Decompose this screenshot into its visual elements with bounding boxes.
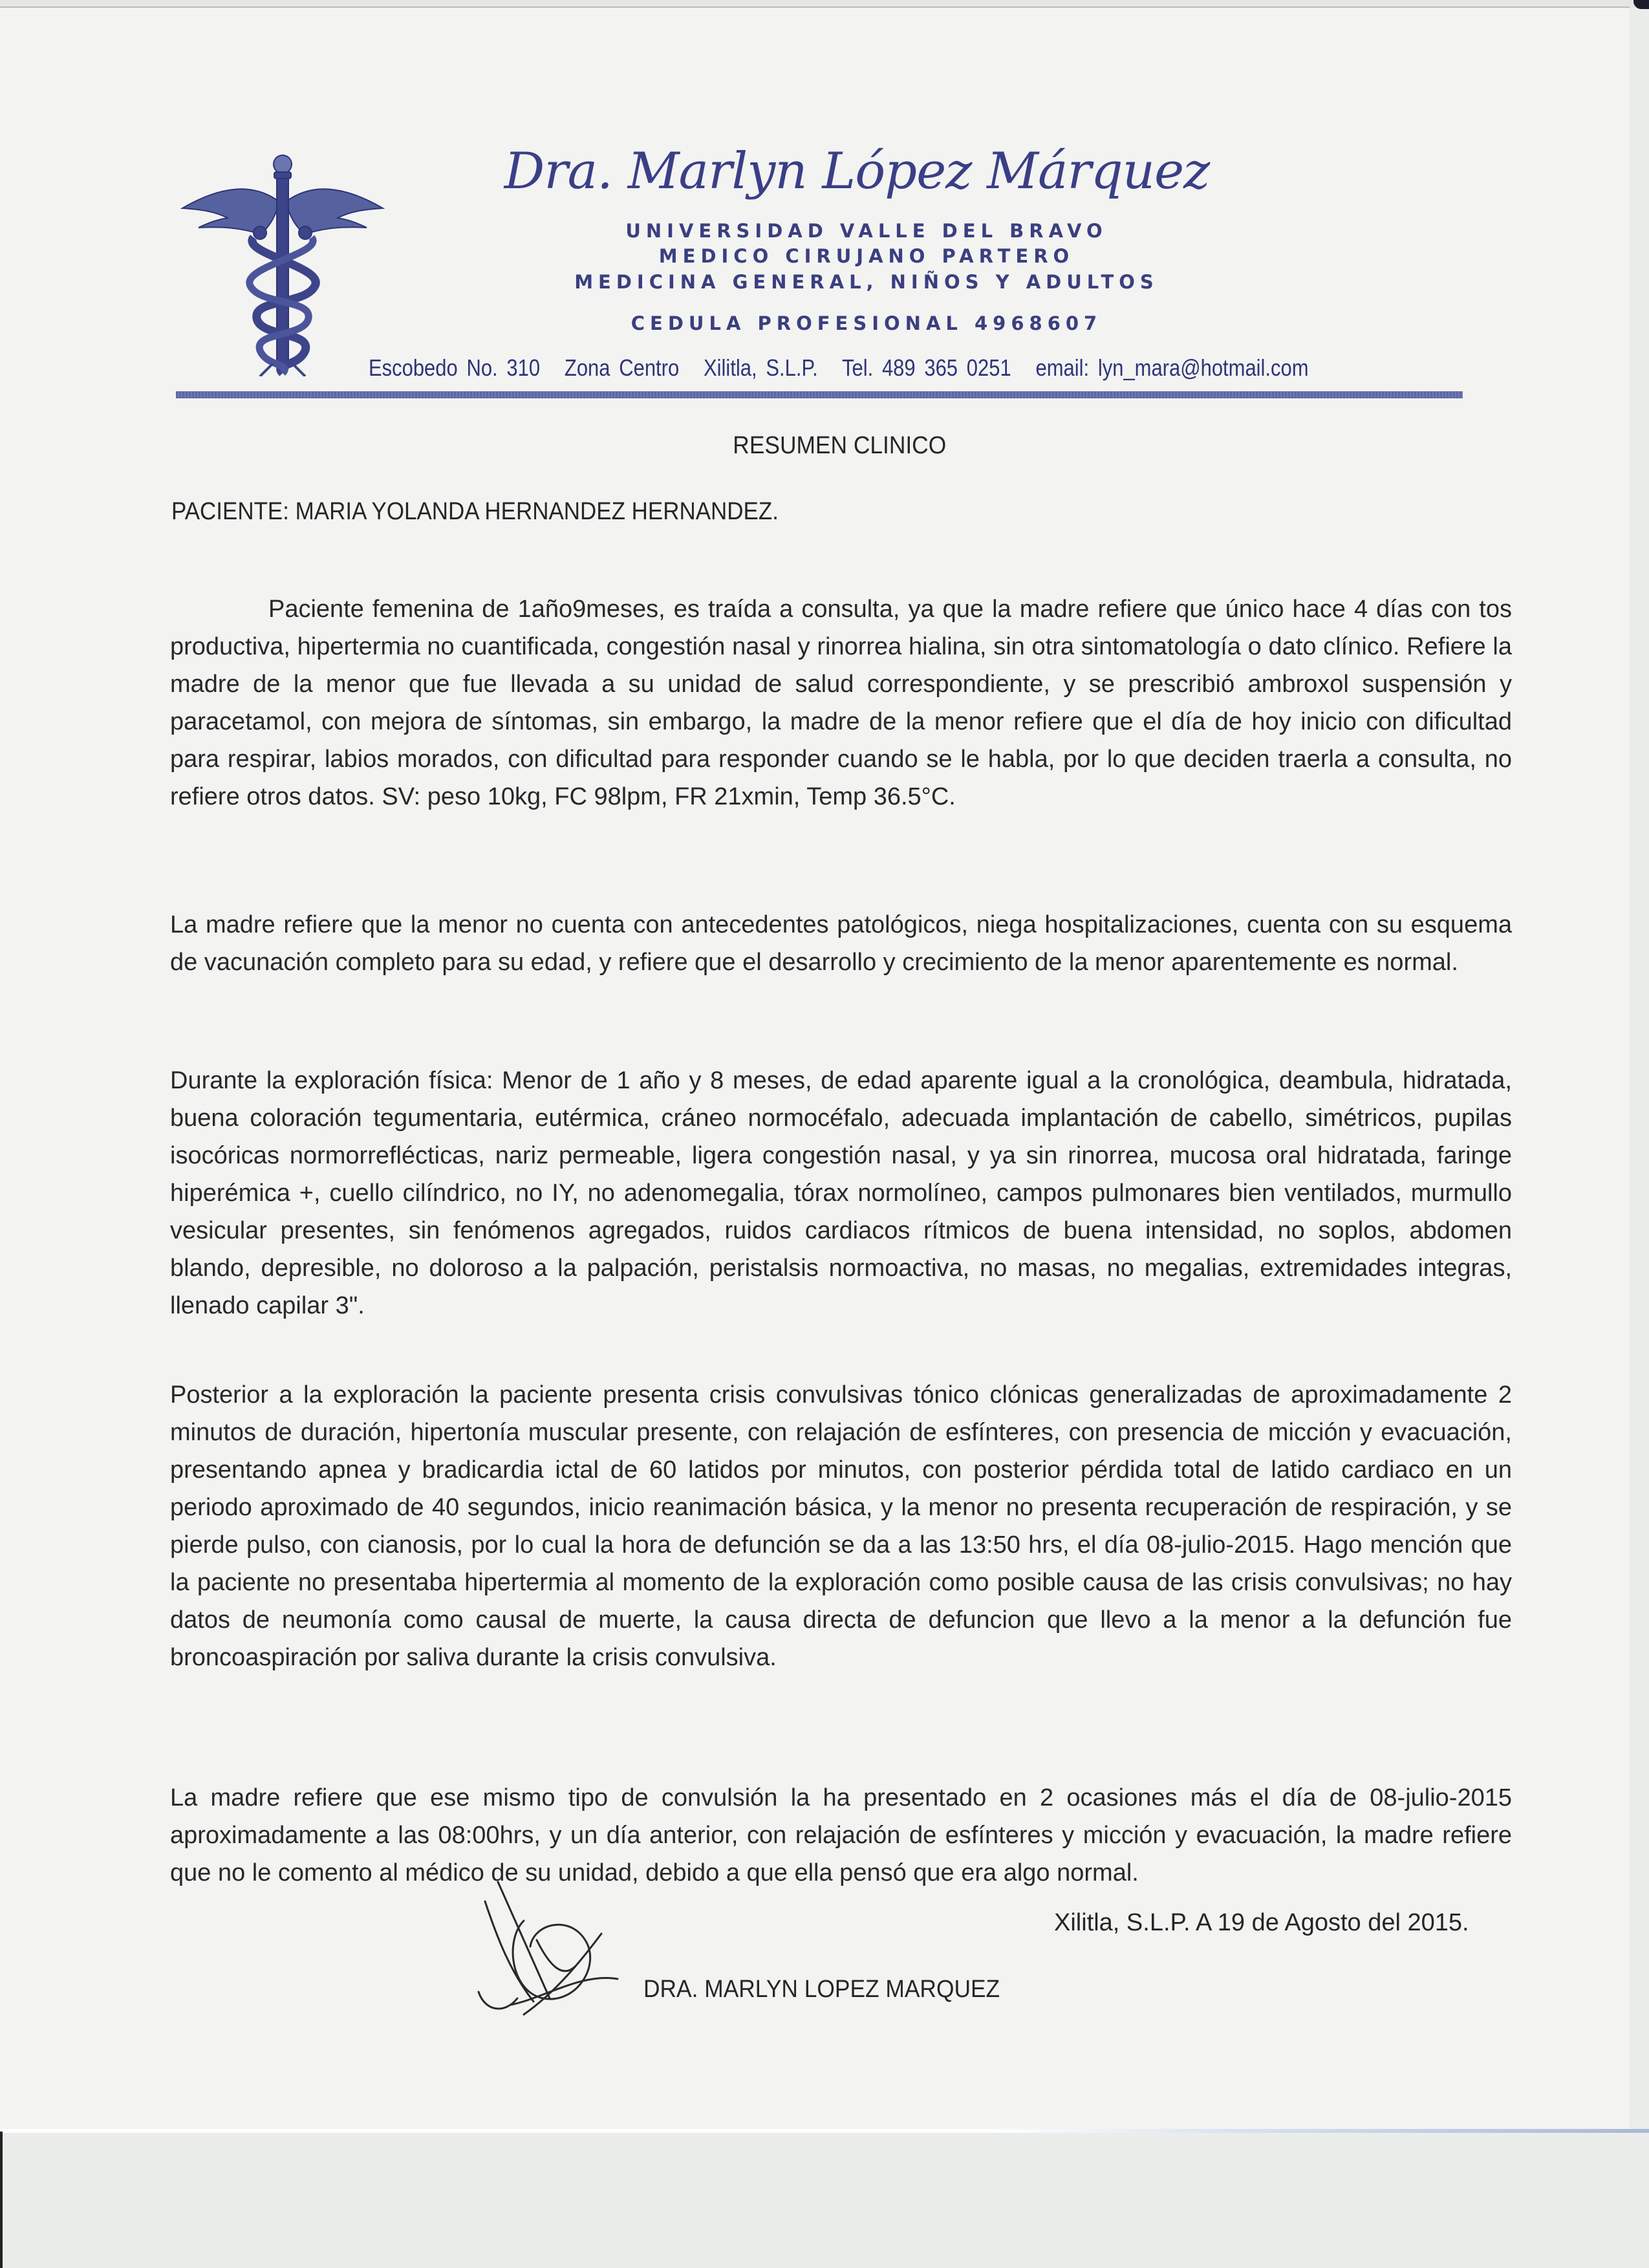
contact-email: email: lyn_mara@hotmail.com — [1035, 354, 1309, 381]
scan-left-edge — [0, 2132, 3, 2268]
doctor-name: Dra. Marlyn López Márquez — [504, 142, 1210, 200]
contact-street: Escobedo No. 310 — [369, 354, 541, 381]
document-title: RESUMEN CLINICO — [733, 432, 947, 459]
contact-phone: Tel. 489 365 0251 — [842, 354, 1011, 381]
professional-title: MEDICO CIRUJANO PARTERO — [658, 245, 1075, 267]
professional-license: CEDULA PROFESIONAL 4968607 — [630, 312, 1103, 334]
scan-edge-line — [0, 2129, 1649, 2133]
header-divider — [176, 391, 1463, 398]
paragraph-background: La madre refiere que la menor no cuenta con antecedentes patológicos, niega hospitalizaciones, cuenta con su esquema de vacunación completo para su edad, y refiere que el desarrollo y crecimiento de la menor aparentemente es normal. — [170, 911, 1512, 976]
university: UNIVERSIDAD VALLE DEL BRAVO — [625, 220, 1108, 242]
contact-city: Xilitla, S.L.P. — [704, 354, 818, 381]
contact-line — [369, 354, 1309, 382]
signer-name: DRA. MARLYN LOPEZ MARQUEZ — [643, 1976, 1000, 2003]
paragraph-events: Posterior a la exploración la paciente presenta crisis convulsivas tónico clónicas generalizadas de aproximadamente 2 minutos de duración, hipertonía muscular presente, con relajación de esfínteres, con presencia de micción y evacuación, presentando apnea y bradicardia ictal de 60 latidos por minutos, con posterior pérdida total de latido cardiaco en un periodo aproximado de 40 segundos, inicio reanimación básica, y la menor no presenta recuperación de respiración, y se pierde pulso, con cianosis, por lo cual la hora de defunción se da a las 13:50 hrs, el día 08-julio-2015. Hago mención que la paciente no presentaba hipertermia al momento de la exploración como posible causa de las crisis convulsivas; no hay datos de neumonía como causal de muerte, la causa directa de defuncion que llevo a la menor a la defunción fue broncoaspiración por saliva durante la crisis convulsiva. — [170, 1381, 1512, 1671]
place-and-date: Xilitla, S.L.P. A 19 de Agosto del 2015. — [1054, 1909, 1469, 1936]
patient-name: PACIENTE: MARIA YOLANDA HERNANDEZ HERNANDEZ. — [171, 498, 779, 525]
specialty: MEDICINA GENERAL, NIÑOS Y ADULTOS — [574, 271, 1159, 293]
paragraph-physical-exam: Durante la exploración física: Menor de 1 año y 8 meses, de edad aparente igual a la cronológica, deambula, hidratada, buena coloración tegumentaria, eutérmica, cráneo normocéfalo, adecuada implantación de cabello, simétricos, pupilas isocóricas normorreflécticas, nariz permeable, ligera congestión nasal, y ya sin rinorrea, mucosa oral hidratada, faringe hiperémica +, cuello cilíndrico, no IY, no adenomegalia, tórax normolíneo, campos pulmonares bien ventilados, murmullo vesicular presentes, sin fenómenos agregados, ruidos cardiacos rítmicos de buena intensidad, no soplos, abdomen blando, depresible, no doloroso a la palpación, peristalsis normoactiva, no masas, no megalias, extremidades integras, llenado capilar 3". — [170, 1067, 1512, 1319]
contact-zone: Zona Centro — [564, 354, 680, 381]
paragraph-prior-seizures: La madre refiere que ese mismo tipo de convulsión la ha presentado en 2 ocasiones más el día de 08-julio-2015 aproximadamente a las 08:00hrs, y un día anterior, con relajación de esfínteres y micción y evacuación, la madre refiere que no le comento al médico de su unidad, debido a que ella pensó que era algo normal. — [170, 1784, 1512, 1886]
paragraph-history: Paciente femenina de 1año9meses, es traída a consulta, ya que la madre refiere que único hace 4 días con tos productiva, hipertermia no cuantificada, congestión nasal y rinorrea hialina, sin otra sintomatología o dato clínico. Refiere la madre de la menor que fue llevada a su unidad de salud correspondiente, y se prescribió ambroxol suspensión y paracetamol, con mejora de síntomas, sin embargo, la madre de la menor refiere que el día de hoy inicio con dificultad para respirar, labios morados, con dificultad para responder cuando se le habla, por lo que deciden traerla a consulta, no refiere otros datos. SV: peso 10kg, FC 98lpm, FR 21xmin, Temp 36.5°C. — [170, 596, 1512, 810]
handwritten-signature — [472, 1869, 627, 2024]
